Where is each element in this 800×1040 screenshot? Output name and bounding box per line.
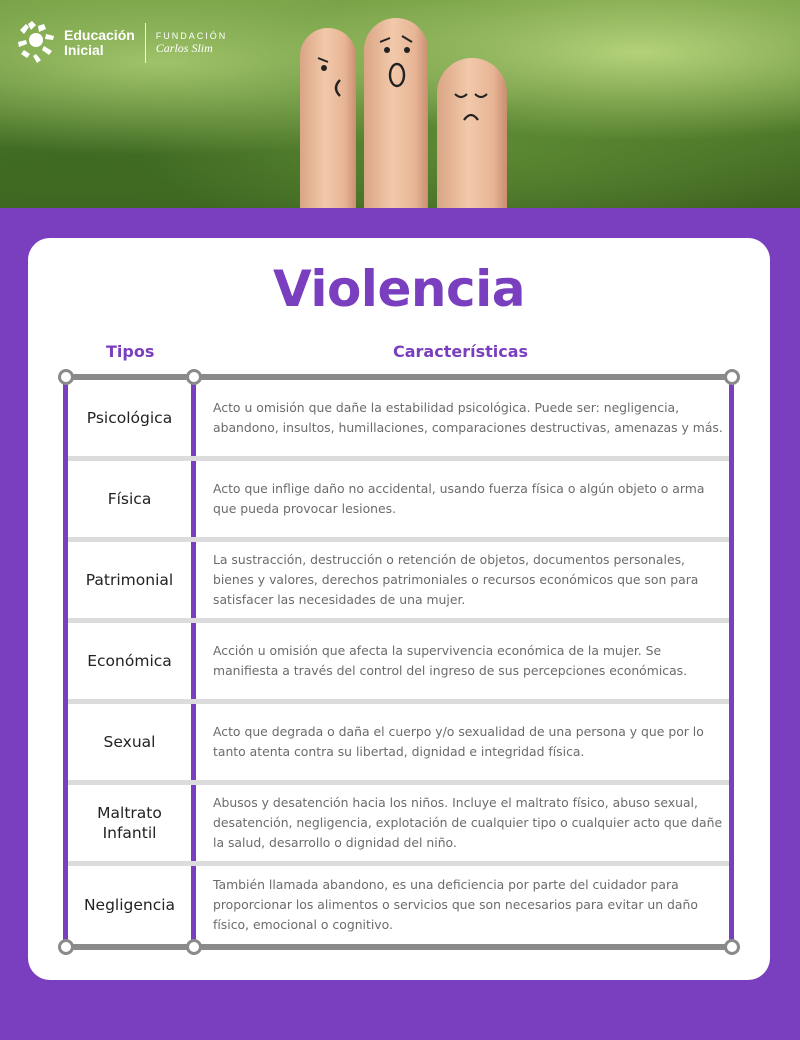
tipo-cell: Patrimonial: [85, 571, 174, 589]
logo-fund-line1: FUNDACIÓN: [155, 30, 228, 41]
desc-cell: Abusos y desatención hacia los niños. Incluye el maltrato físico, abuso sexual, desatención, negligencia, explotación de cualquier tipo o cualquier acto que dañe la salud, desarrollo o dignidad del niño.: [213, 795, 723, 850]
finger-middle: [364, 18, 428, 208]
header-photo: [0, 0, 800, 208]
desc-cell: Acción u omisión que afecta la supervivencia económica de la mujer. Se manifiesta a través del control del ingreso de sus percepciones económicas.: [213, 643, 688, 678]
table-row: [68, 461, 729, 542]
desc-cell: La sustracción, destrucción o retención de objetos, documentos personales, bienes y valores, derechos patrimoniales o recursos económicos que son para satisfacer las necesidades de una mujer.: [213, 552, 699, 607]
table-row: [68, 785, 729, 866]
table-row: [68, 866, 729, 944]
header-tipos: Tipos: [106, 342, 155, 361]
logo-divider: [145, 23, 146, 63]
page-title: Violencia: [273, 260, 525, 318]
finger-right: [437, 58, 507, 208]
table-row: [68, 704, 729, 785]
desc-cell: Acto que inflige daño no accidental, usando fuerza física o algún objeto o arma que pueda provocar lesiones.: [213, 481, 705, 516]
desc-cell: Acto que degrada o daña el cuerpo y/o sexualidad de una persona y que por lo tanto atenta contra su libertad, dignidad e integridad física.: [213, 724, 704, 759]
table-right-line: [729, 377, 734, 947]
tipo-cell: Maltrato Infantil: [97, 804, 162, 842]
table-row: [68, 380, 729, 461]
tipo-cell: Psicológica: [86, 409, 173, 427]
header-caracteristicas: Características: [393, 342, 529, 361]
logo-edu-line2: Inicial: [64, 42, 104, 58]
tipo-cell: Física: [107, 490, 152, 508]
table-row: [68, 542, 729, 623]
desc-cell: También llamada abandono, es una deficiencia por parte del cuidador para proporcionar los alimentos o servicios que son necesarios para evitar un daño físico, emocional o cognitivo.: [213, 877, 698, 932]
hands-logo-icon: [14, 20, 60, 66]
finger-left: [300, 28, 356, 208]
logo-fundacion: [156, 31, 228, 56]
tipo-cell: Sexual: [103, 733, 156, 751]
logo-educacion-inicial: [64, 28, 135, 58]
content-card: [28, 238, 770, 980]
table-row: [68, 623, 729, 704]
brand-logo: [14, 18, 227, 68]
desc-cell: Acto u omisión que dañe la estabilidad psicológica. Puede ser: negligencia, abandono, insultos, humillaciones, comparaciones destructivas, amenazas y más.: [213, 400, 723, 435]
tipo-cell: Económica: [87, 652, 172, 670]
table-bottom-rail: [66, 944, 732, 950]
logo-fund-line2: Carlos Slim: [155, 40, 213, 55]
logo-edu-line1: Educación: [64, 27, 135, 43]
tipo-cell: Negligencia: [83, 896, 176, 914]
